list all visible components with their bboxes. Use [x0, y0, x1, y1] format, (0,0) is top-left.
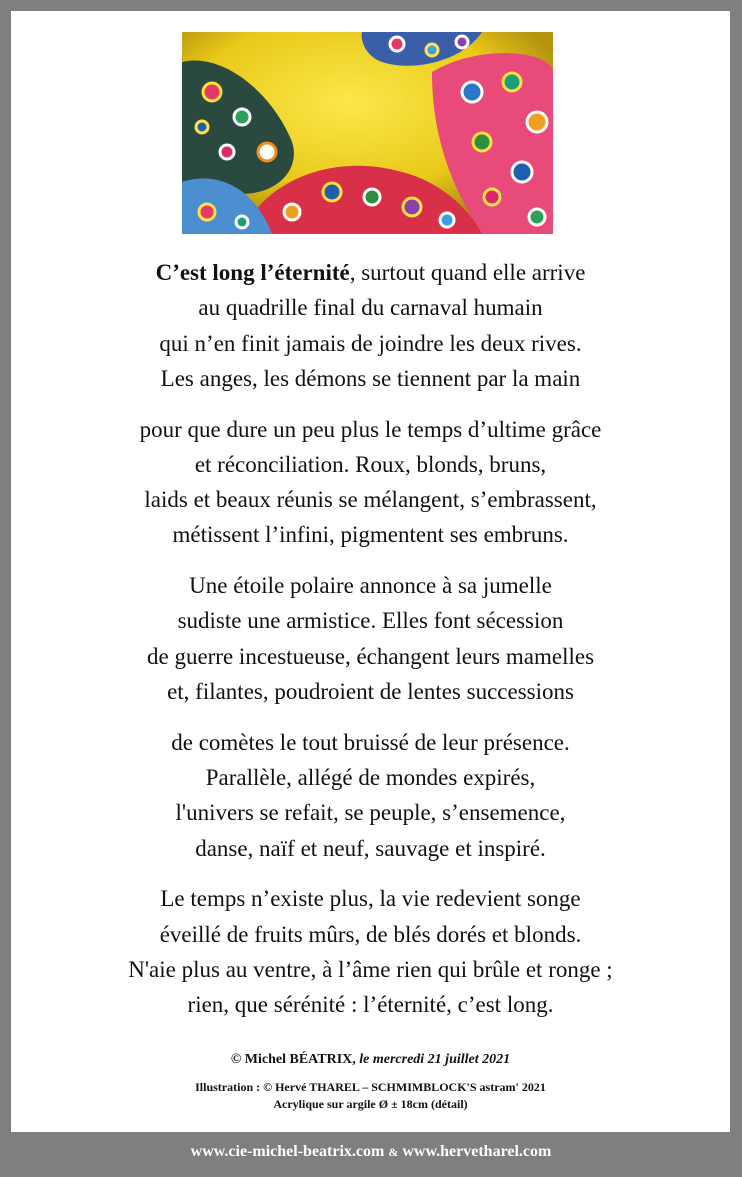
poem-line: Une étoile polaire annonce à sa jumelle: [189, 573, 552, 599]
poem-line: éveillé de fruits mûrs, de blés dorés et blonds.: [159, 921, 582, 947]
poem-line: et réconciliation. Roux, blonds, bruns,: [194, 451, 547, 477]
poem-line: Le temps n’existe plus, la vie redevient songe: [160, 886, 581, 912]
poem-line: de comètes le tout bruissé de leur présence.: [171, 729, 570, 755]
stanza-1: [11, 255, 730, 396]
footer-separator: &: [388, 1145, 399, 1159]
author-credit: © Michel BÉATRIX,: [230, 1052, 356, 1067]
date-credit: le mercredi 21 juillet 2021: [359, 1052, 511, 1067]
poem-line: Les anges, les démons se tiennent par la main: [160, 365, 581, 391]
link-hervetharel[interactable]: www.hervetharel.com: [402, 1143, 552, 1160]
poem-title-phrase: C’est long l’éternité: [155, 260, 350, 285]
poem-line: Parallèle, allégé de mondes expirés,: [205, 765, 536, 791]
poem-line: métissent l’infini, pigmentent ses embruns.: [172, 522, 569, 548]
stanza-5: [11, 881, 730, 1022]
credits: [11, 1051, 730, 1113]
poem-line: danse, naïf et neuf, sauvage et inspiré.: [195, 835, 546, 861]
poem-line: l'univers se refait, se peuple, s’ensemence,: [175, 800, 566, 826]
footer-links: [0, 1134, 742, 1170]
medium-credit: Acrylique sur argile Ø ± 18cm (détail): [273, 1097, 468, 1111]
poem-card: [11, 11, 730, 1132]
poem-line-rest: , surtout quand elle arrive: [349, 260, 586, 285]
poem-text: [11, 255, 730, 1038]
poem-line: laids et beaux réunis se mélangent, s’embrassent,: [144, 487, 597, 513]
stanza-3: [11, 568, 730, 709]
poem-line: et, filantes, poudroient de lentes successions: [167, 679, 574, 705]
poem-line: pour que dure un peu plus le temps d’ultime grâce: [139, 416, 602, 442]
stanza-4: [11, 725, 730, 866]
poem-line: N'aie plus au ventre, à l’âme rien qui brûle et ronge ;: [128, 956, 613, 982]
link-cie-michel-beatrix[interactable]: www.cie-michel-beatrix.com: [190, 1143, 385, 1160]
poem-line: qui n’en finit jamais de joindre les deux rives.: [159, 330, 582, 356]
poem-line: [11, 255, 730, 290]
poem-line: au quadrille final du carnaval humain: [198, 295, 543, 321]
ceramic-artwork-illustration: [182, 32, 553, 234]
poem-line: rien, que sérénité : l’éternité, c’est long.: [187, 992, 554, 1018]
poem-line: de guerre incestueuse, échangent leurs mamelles: [146, 643, 595, 669]
illustration-credit: Illustration : © Hervé THAREL – SCHMIMBLOCK'S astram' 2021: [195, 1080, 546, 1094]
copyright-line: [11, 1051, 730, 1069]
artwork-image: [182, 32, 553, 234]
stanza-2: [11, 412, 730, 553]
poem-line: sudiste une armistice. Elles font sécession: [177, 608, 564, 634]
